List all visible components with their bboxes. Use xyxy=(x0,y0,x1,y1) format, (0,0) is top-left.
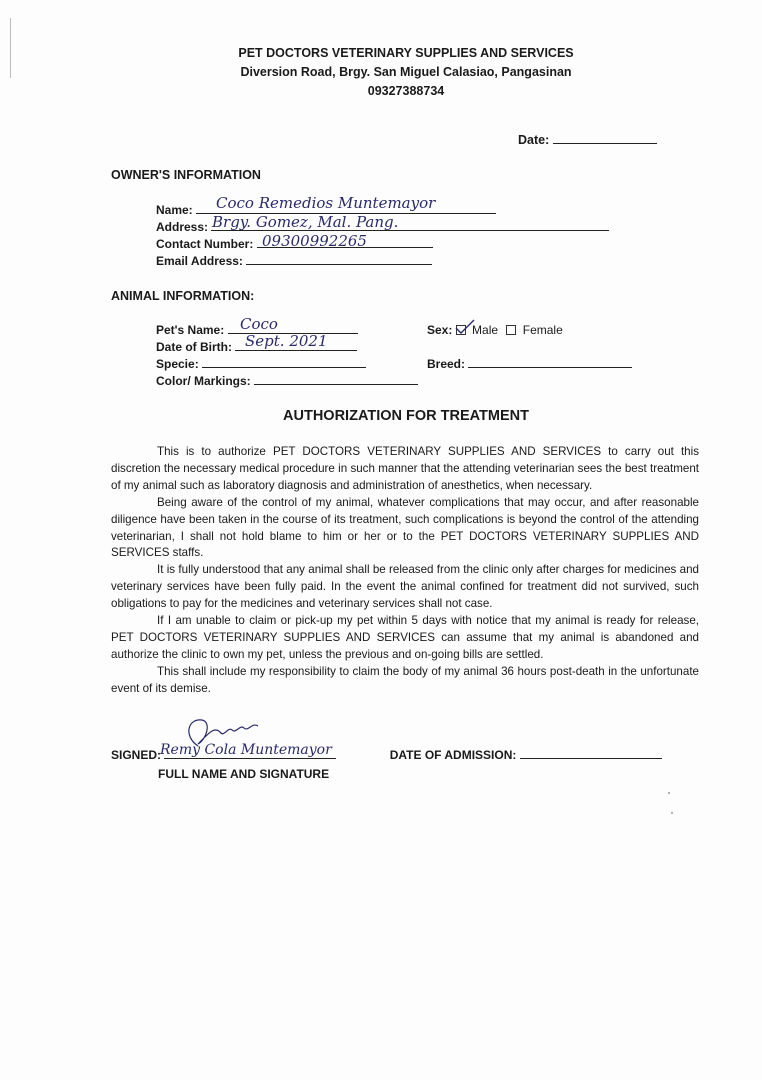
company-address: Diversion Road, Brgy. San Miguel Calasiao, Pangasinan xyxy=(240,65,572,79)
sex-field xyxy=(427,323,563,337)
owner-contact-value: 09300992265 xyxy=(262,232,367,250)
color-label: Color/ Markings: xyxy=(156,374,251,388)
date-line[interactable] xyxy=(553,143,657,144)
specie-line[interactable] xyxy=(202,367,366,368)
sex-label: Sex: xyxy=(427,323,453,337)
full-name-label: FULL NAME AND SIGNATURE xyxy=(158,767,330,781)
date-label: Date: xyxy=(518,133,550,147)
paragraph: This is to authorize PET DOCTORS VETERINARY SUPPLIES AND SERVICES to carry out this discretion the necessary medical procedure in such manner that the attending veterinarian sees the best treatment of my animal such as laboratory diagnosis and administration of anesthetics, when necessary. xyxy=(111,445,699,492)
breed-label: Breed: xyxy=(427,357,466,371)
female-checkbox[interactable] xyxy=(506,325,516,335)
authorization-body xyxy=(111,444,699,698)
pet-name-value: Coco xyxy=(240,315,278,333)
owner-name-label: Name: xyxy=(156,203,193,217)
check-mark-icon xyxy=(454,319,476,335)
company-name: PET DOCTORS VETERINARY SUPPLIES AND SERVICES xyxy=(238,46,574,60)
breed-line[interactable] xyxy=(468,367,632,368)
paragraph: If I am unable to claim or pick-up my pet within 5 days with notice that my animal is ready for release, PET DOCTORS VETERINARY SUPPLIES AND SERVICES can assume that my animal is abandoned and authorize the clinic to own my pet, unless the previous and on-going bills are settled. xyxy=(111,614,699,661)
male-label: Male xyxy=(472,323,499,337)
owner-name-value: Coco Remedios Muntemayor xyxy=(216,194,436,212)
specie-label: Specie: xyxy=(156,357,199,371)
scan-speck xyxy=(668,792,670,794)
dob-line[interactable] xyxy=(235,350,357,351)
signed-value: Remy Cola Muntemayor xyxy=(160,742,332,758)
color-field xyxy=(156,374,418,388)
breed-field xyxy=(427,357,632,371)
owner-contact-label: Contact Number: xyxy=(156,237,254,251)
paragraph: It is fully understood that any animal shall be released from the clinic only after charges for medicines and veterinary services have been fully paid. In the event the animal confined for treatment did not survived, such obligations to pay for the medicines and veterinary services shall not case. xyxy=(111,563,699,611)
paragraph: This shall include my responsibility to claim the body of my animal 36 hours post-death in the unfortunate event of its demise. xyxy=(111,664,699,695)
dob-value: Sept. 2021 xyxy=(245,332,328,350)
dob-label: Date of Birth: xyxy=(156,340,232,354)
admission-line[interactable] xyxy=(520,758,662,759)
pet-name-label: Pet's Name: xyxy=(156,323,225,337)
owner-section-title: OWNER'S INFORMATION xyxy=(111,168,261,182)
scan-speck xyxy=(671,812,673,814)
authorization-title: AUTHORIZATION FOR TREATMENT xyxy=(283,408,529,424)
specie-field xyxy=(156,357,366,371)
owner-email-field xyxy=(156,254,432,268)
company-phone: 09327388734 xyxy=(367,84,445,98)
owner-email-line[interactable] xyxy=(246,264,432,265)
color-line[interactable] xyxy=(254,384,418,385)
sex-options xyxy=(456,323,563,337)
signature-line[interactable] xyxy=(164,758,336,759)
owner-address-value: Brgy. Gomez, Mal. Pang. xyxy=(212,213,399,231)
paragraph: Being aware of the control of my animal, whatever complications that may occur, and after reasonable diligence have been taken in the course of its treatment, such complications is beyond the control of the attending veterinarian, I shall not hold blame to him or her or to the PET DOCTORS VETERINARY SUPPLIES AND SERVICES staffs. xyxy=(111,495,699,560)
admission-label: DATE OF ADMISSION: xyxy=(389,748,517,762)
signed-label: SIGNED: xyxy=(111,748,162,762)
date-field xyxy=(518,133,657,147)
owner-address-label: Address: xyxy=(156,220,209,234)
female-label: Female xyxy=(522,323,563,337)
animal-section-title: ANIMAL INFORMATION: xyxy=(111,289,255,303)
letterhead xyxy=(0,44,762,101)
owner-email-label: Email Address: xyxy=(156,254,243,268)
